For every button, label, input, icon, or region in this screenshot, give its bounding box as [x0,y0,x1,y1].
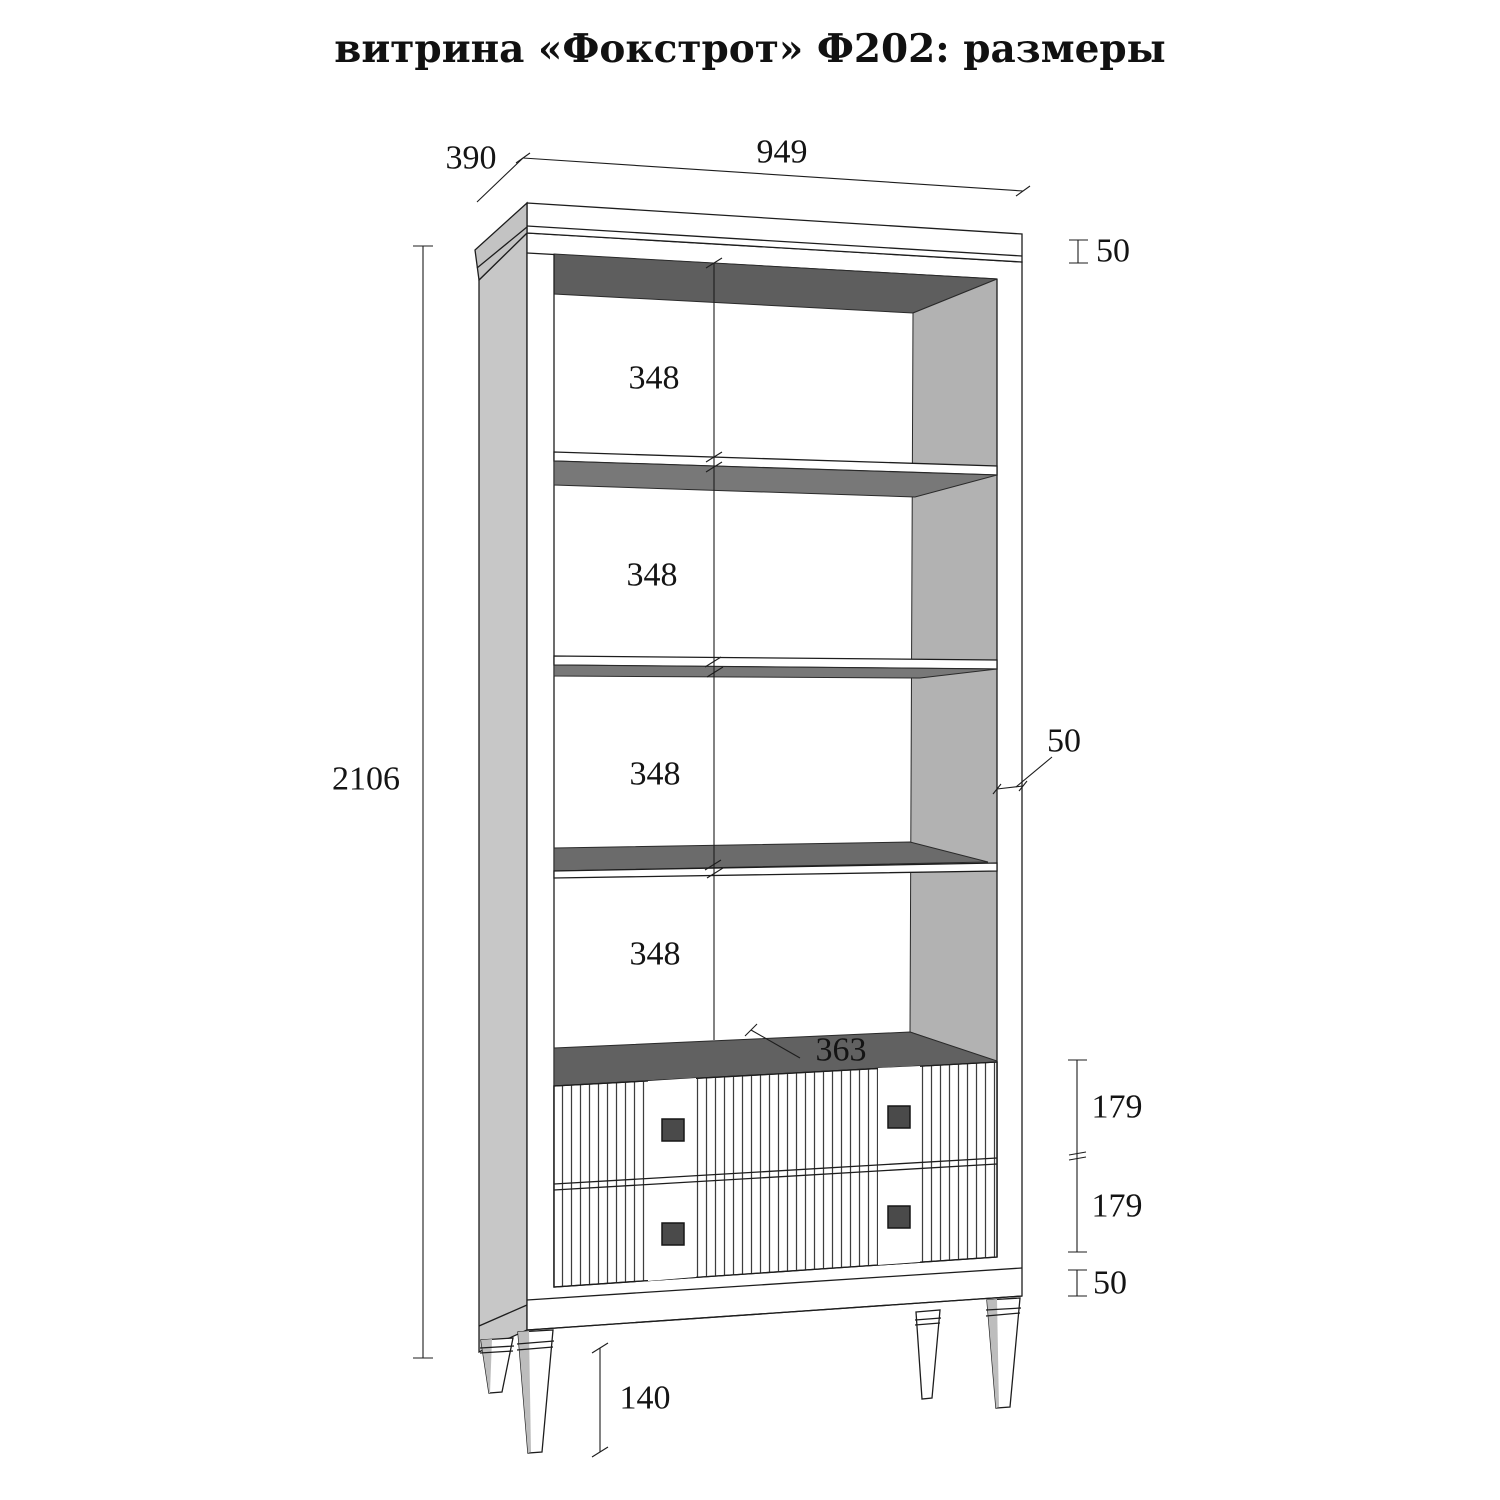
shelf-2 [554,656,997,678]
dim-top-thickness-label: 50 [1096,232,1130,270]
dim-drawer-2-height-label: 179 [1091,1187,1143,1225]
height-dimension [332,246,433,1358]
leg-front-left [517,1330,554,1453]
dim-side-thickness-label: 50 [1047,722,1081,760]
top-thickness-dimension [1069,233,1130,270]
drawer2-left-handle [662,1223,684,1245]
drawer-unit [554,1062,997,1287]
leg-back-left [480,1338,514,1393]
cabinet-drawing [475,203,1022,1453]
dim-plinth-height-label: 50 [1093,1264,1127,1302]
leg-height-dimension [592,1343,671,1457]
dim-leg-height-label: 140 [619,1379,671,1417]
dim-drawer-1-height-label: 179 [1091,1088,1143,1126]
cabinet-left-side-panel [479,233,527,1352]
depth-dimension [446,140,524,203]
dim-shelf-gap-4: 348 [629,935,681,973]
drawer1-right-handle [888,1106,910,1128]
dim-width-label: 949 [756,133,808,171]
drawer2-right-handle [888,1206,910,1228]
drawer-handle-pad [878,1066,920,1265]
leg-back-right [915,1310,941,1399]
drawer1-left-handle [662,1119,684,1141]
leg-front-right [986,1298,1021,1408]
shelf-3 [554,842,997,878]
diagram-title: витрина «Фокстрот» Ф202: размеры [334,26,1166,72]
dim-shelf-gap-1: 348 [628,359,680,397]
dim-height-label: 2106 [332,760,400,798]
dim-depth-label: 390 [445,139,497,177]
plinth-height-dimension [1068,1265,1127,1302]
dim-shelf-gap-2: 348 [626,556,678,594]
dim-drawer-top-depth-label: 363 [815,1031,867,1069]
width-dimension [516,134,1030,197]
dim-shelf-gap-3: 348 [629,755,681,793]
drawer-heights-dimension [1068,1060,1143,1252]
drawer-handle-pad [648,1078,696,1281]
